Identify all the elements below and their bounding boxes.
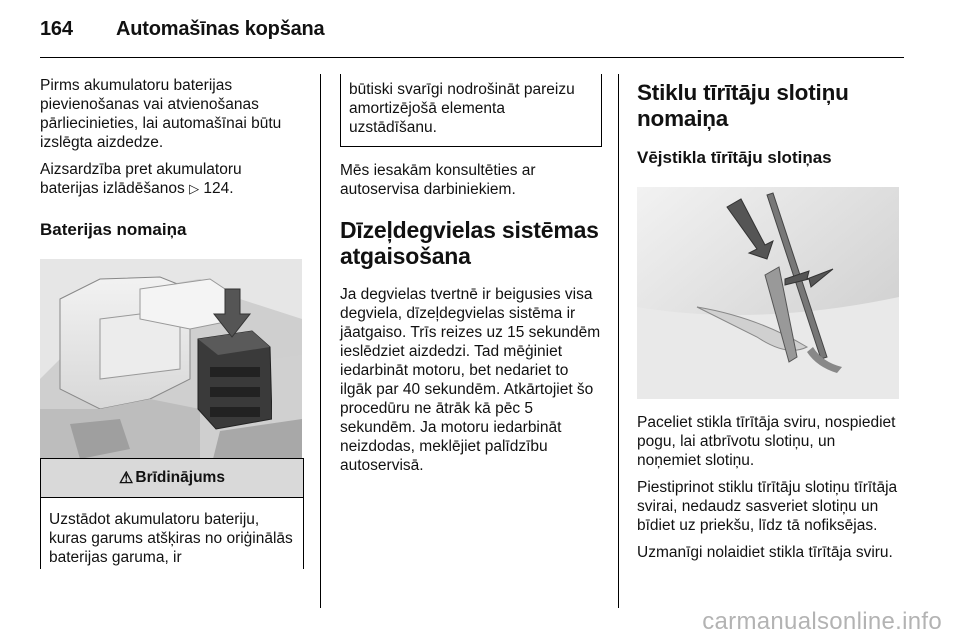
header-rule (40, 57, 904, 58)
column-right (637, 80, 901, 570)
section-heading: Stiklu tīrītāju slotiņu nomaiņa (637, 80, 849, 131)
paragraph: Aizsardzība pret akumulatoru baterijas izlādēšanos ▷ 124. (40, 161, 242, 197)
page-reference: 124. (203, 180, 234, 197)
section-subheading: Baterijas nomaiņa (40, 220, 187, 239)
page-reference-icon: ▷ (189, 181, 200, 196)
warning-text: Uzstādot akumulatoru bateriju, kuras garums atšķiras no oriģinālās baterijas garuma, ir (49, 511, 293, 566)
warning-box (40, 458, 304, 569)
column-divider (320, 74, 321, 608)
paragraph: Uzmanīgi nolaidiet stikla tīrītāja sviru. (637, 544, 893, 561)
page-title: Automašīnas kopšana (116, 18, 325, 40)
warning-header (41, 459, 303, 498)
section-subheading: Vējstikla tīrītāju slotiņas (637, 148, 832, 167)
section-heading: Dīzeļdegvielas sistēmas atgaisošana (340, 217, 599, 269)
page-number: 164 (40, 18, 73, 40)
paragraph: Mēs iesakām konsultēties ar autoservisa darbiniekiem. (340, 162, 536, 198)
wiper-blade-illustration (637, 187, 899, 399)
paragraph: Ja degvielas tvertnē ir beigusies visa degviela, dīzeļdegvielas sistēma ir jāatgaiso. Trīs reizes uz 15 sekundēm ieslēdziet aizdedzi. Tad mēģiniet iedarbināt motoru, bet nedariet to ilgāk par 40 sekundēm. Atkārtojiet šo procedūru ne ātrāk kā pēc 5 sekundēm. Ja motoru iedarbināt neizdodas, meklējiet palīdzību autoservisā. (340, 286, 601, 474)
battery-compartment-illustration (40, 259, 302, 471)
column-divider (618, 74, 619, 608)
page-header (40, 18, 325, 41)
paragraph: Paceliet stikla tīrītāja sviru, nospiediet pogu, lai atbrīvotu slotiņu, un noņemiet slotiņu. (637, 414, 896, 469)
paragraph: Piestiprinot stiklu tīrītāju slotiņu tīrītāja svirai, nedaudz sasveriet slotiņu un bīdiet uz priekšu, līdz tā nofiksējas. (637, 479, 898, 534)
column-left (40, 76, 304, 471)
warning-triangle-icon: ⚠ (119, 470, 134, 487)
watermark: carmanualsonline.info (702, 608, 942, 635)
warning-text-continued: būtiski svarīgi nodrošināt pareizu amortizējošā elementa uzstādīšanu. (349, 81, 575, 136)
paragraph: Pirms akumulatoru baterijas pievienošanas vai atvienošanas pārliecinieties, lai automašīnai būtu izslēgta aizdedze. (40, 77, 282, 151)
warning-box-continuation (340, 74, 602, 147)
warning-title: Brīdinājums (135, 469, 225, 486)
column-middle (340, 74, 602, 483)
